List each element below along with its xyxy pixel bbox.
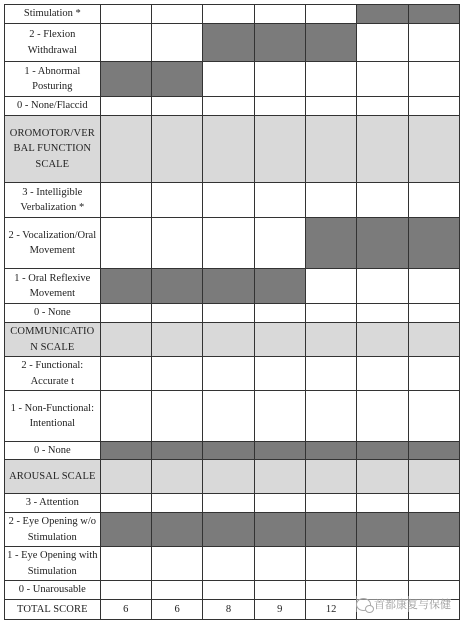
row-label: 3 - Intelligible Verbalization * [5, 183, 101, 218]
score-cell [151, 116, 202, 183]
score-cell [100, 183, 151, 218]
score-cell [408, 218, 459, 269]
score-cell [305, 183, 356, 218]
score-cell [305, 304, 356, 323]
score-cell [203, 513, 254, 547]
score-cell [254, 581, 305, 600]
table-row [5, 62, 460, 97]
score-cell [100, 513, 151, 547]
watermark-text: 首都康复与保健 [374, 598, 451, 611]
score-cell [203, 183, 254, 218]
score-cell [357, 547, 408, 581]
table-row [5, 24, 460, 62]
score-cell [151, 357, 202, 391]
score-cell [151, 269, 202, 304]
score-cell [408, 494, 459, 513]
score-cell [151, 442, 202, 460]
score-cell [408, 269, 459, 304]
score-cell [151, 183, 202, 218]
row-label: 3 - Attention [5, 494, 101, 513]
score-cell [305, 547, 356, 581]
table-row [5, 494, 460, 513]
score-cell [254, 494, 305, 513]
score-cell [151, 218, 202, 269]
score-cell [357, 391, 408, 442]
score-cell [100, 581, 151, 600]
table-row [5, 304, 460, 323]
score-cell [100, 547, 151, 581]
score-cell [151, 581, 202, 600]
score-cell [203, 269, 254, 304]
score-cell [100, 442, 151, 460]
row-label: 2 - Eye Opening w/o Stimulation [5, 513, 101, 547]
score-cell [305, 357, 356, 391]
row-label: 1 - Oral Reflexive Movement [5, 269, 101, 304]
score-cell [203, 116, 254, 183]
score-cell [305, 5, 356, 24]
score-cell [357, 323, 408, 357]
score-cell [203, 97, 254, 116]
score-cell [357, 116, 408, 183]
score-cell [100, 97, 151, 116]
score-cell [357, 269, 408, 304]
score-cell [254, 391, 305, 442]
total-score-label: TOTAL SCORE [5, 600, 101, 620]
score-cell [203, 547, 254, 581]
wechat-icon [356, 598, 371, 611]
score-cell [151, 24, 202, 62]
score-cell [151, 62, 202, 97]
score-cell [254, 218, 305, 269]
score-cell [254, 547, 305, 581]
table-row [5, 269, 460, 304]
score-cell [305, 442, 356, 460]
score-cell [305, 513, 356, 547]
score-cell [100, 460, 151, 494]
score-cell [254, 513, 305, 547]
score-cell [305, 269, 356, 304]
row-label: Stimulation * [5, 5, 101, 24]
row-label: 1 - Abnormal Posturing [5, 62, 101, 97]
total-score-value: 8 [203, 600, 254, 620]
row-label: 0 - None [5, 304, 101, 323]
score-cell [305, 62, 356, 97]
score-cell [305, 391, 356, 442]
section-label: AROUSAL SCALE [5, 460, 101, 494]
score-cell [254, 5, 305, 24]
score-cell [357, 357, 408, 391]
score-cell [100, 357, 151, 391]
score-cell [151, 391, 202, 442]
row-label: 1 - Eye Opening with Stimulation [5, 547, 101, 581]
score-cell [254, 97, 305, 116]
score-cell [357, 218, 408, 269]
score-cell [254, 269, 305, 304]
score-cell [357, 97, 408, 116]
score-cell [357, 5, 408, 24]
row-label: 1 - Non-Functional: Intentional [5, 391, 101, 442]
score-cell [100, 304, 151, 323]
score-cell [203, 62, 254, 97]
total-score-value: 9 [254, 600, 305, 620]
score-cell [254, 183, 305, 218]
score-cell [305, 494, 356, 513]
score-cell [408, 5, 459, 24]
section-header-row [5, 116, 460, 183]
table-row [5, 218, 460, 269]
score-cell [408, 547, 459, 581]
score-cell [100, 5, 151, 24]
score-cell [357, 304, 408, 323]
score-cell [100, 116, 151, 183]
table-row [5, 513, 460, 547]
score-cell [100, 323, 151, 357]
score-cell [408, 460, 459, 494]
score-cell [305, 97, 356, 116]
crs-r-score-table [4, 4, 460, 620]
section-label: OROMOTOR/VERBAL FUNCTION SCALE [5, 116, 101, 183]
score-cell [254, 24, 305, 62]
row-label: 0 - Unarousable [5, 581, 101, 600]
table-row [5, 547, 460, 581]
table-row [5, 5, 460, 24]
section-label: COMMUNICATION SCALE [5, 323, 101, 357]
table-row [5, 442, 460, 460]
score-cell [151, 5, 202, 24]
score-cell [305, 581, 356, 600]
score-cell [408, 62, 459, 97]
score-cell [254, 460, 305, 494]
score-cell [100, 218, 151, 269]
score-cell [100, 391, 151, 442]
score-cell [100, 494, 151, 513]
row-label: 0 - None/Flaccid [5, 97, 101, 116]
score-cell [151, 323, 202, 357]
score-cell [408, 97, 459, 116]
score-cell [357, 513, 408, 547]
score-cell [305, 116, 356, 183]
score-cell [305, 218, 356, 269]
score-cell [254, 323, 305, 357]
score-cell [203, 442, 254, 460]
score-cell [357, 24, 408, 62]
score-cell [151, 97, 202, 116]
score-cell [254, 442, 305, 460]
score-cell [408, 513, 459, 547]
score-cell [408, 391, 459, 442]
score-cell [151, 513, 202, 547]
score-cell [357, 494, 408, 513]
score-cell [203, 494, 254, 513]
total-score-value: 6 [100, 600, 151, 620]
score-cell [254, 62, 305, 97]
table-body [5, 5, 460, 620]
section-header-row [5, 323, 460, 357]
score-cell [408, 304, 459, 323]
score-cell [254, 357, 305, 391]
score-cell [151, 304, 202, 323]
score-cell [357, 442, 408, 460]
score-cell [357, 62, 408, 97]
score-cell [408, 183, 459, 218]
score-cell [408, 24, 459, 62]
score-cell [254, 304, 305, 323]
table-row [5, 357, 460, 391]
score-cell [203, 24, 254, 62]
score-cell [203, 218, 254, 269]
score-cell [100, 62, 151, 97]
table-row [5, 183, 460, 218]
score-cell [408, 116, 459, 183]
score-cell [305, 460, 356, 494]
score-cell [305, 323, 356, 357]
score-cell [203, 391, 254, 442]
total-score-value: 6 [151, 600, 202, 620]
score-cell [408, 357, 459, 391]
score-cell [100, 269, 151, 304]
score-cell [203, 304, 254, 323]
table-row [5, 391, 460, 442]
score-cell [151, 494, 202, 513]
score-cell [203, 357, 254, 391]
score-cell [305, 24, 356, 62]
section-header-row [5, 460, 460, 494]
watermark [356, 596, 451, 612]
table-row [5, 97, 460, 116]
score-cell [203, 5, 254, 24]
total-score-value: 12 [305, 600, 356, 620]
score-cell [203, 581, 254, 600]
score-cell [151, 547, 202, 581]
score-cell [151, 460, 202, 494]
row-label: 2 - Flexion Withdrawal [5, 24, 101, 62]
row-label: 2 - Functional: Accurate t [5, 357, 101, 391]
score-cell [408, 442, 459, 460]
score-cell [203, 323, 254, 357]
row-label: 0 - None [5, 442, 101, 460]
score-cell [254, 116, 305, 183]
score-cell [203, 460, 254, 494]
row-label: 2 - Vocalization/Oral Movement [5, 218, 101, 269]
score-cell [357, 183, 408, 218]
score-cell [408, 323, 459, 357]
score-cell [100, 24, 151, 62]
score-cell [357, 460, 408, 494]
